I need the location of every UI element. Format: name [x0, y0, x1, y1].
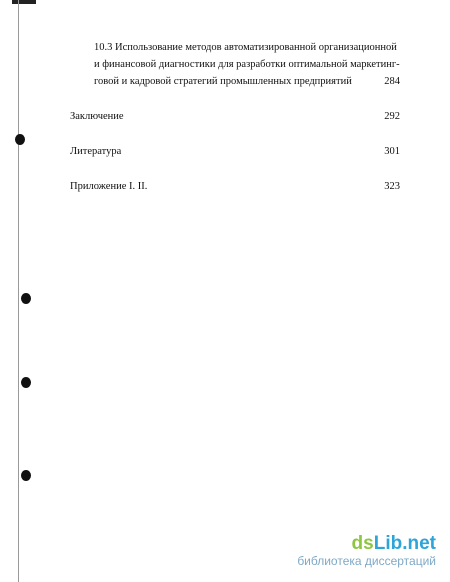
toc-item-10-3-line-1: 10.3 Использование методов автоматизированной организационной	[94, 42, 397, 53]
toc-item-10-3-line-3: говой и кадровой стратегий промышленных предприятий	[94, 76, 352, 87]
watermark	[297, 534, 436, 568]
watermark-subtitle: библиотека диссертаций	[297, 554, 436, 568]
toc-literature-title: Литература	[70, 146, 122, 157]
toc-item-10-3-page: 284	[384, 76, 400, 87]
toc-literature-page: 301	[384, 146, 400, 157]
toc-conclusion-page: 292	[384, 111, 400, 122]
watermark-logo: dsLib.net	[351, 533, 436, 554]
toc-conclusion-title: Заключение	[70, 111, 124, 122]
toc-appendix-page: 323	[384, 181, 400, 192]
toc-item-10-3-line-2: и финансовой диагностики для разработки оптимальной маркетинг-	[94, 59, 400, 70]
toc-appendix-title: Приложение I. II.	[70, 181, 148, 192]
